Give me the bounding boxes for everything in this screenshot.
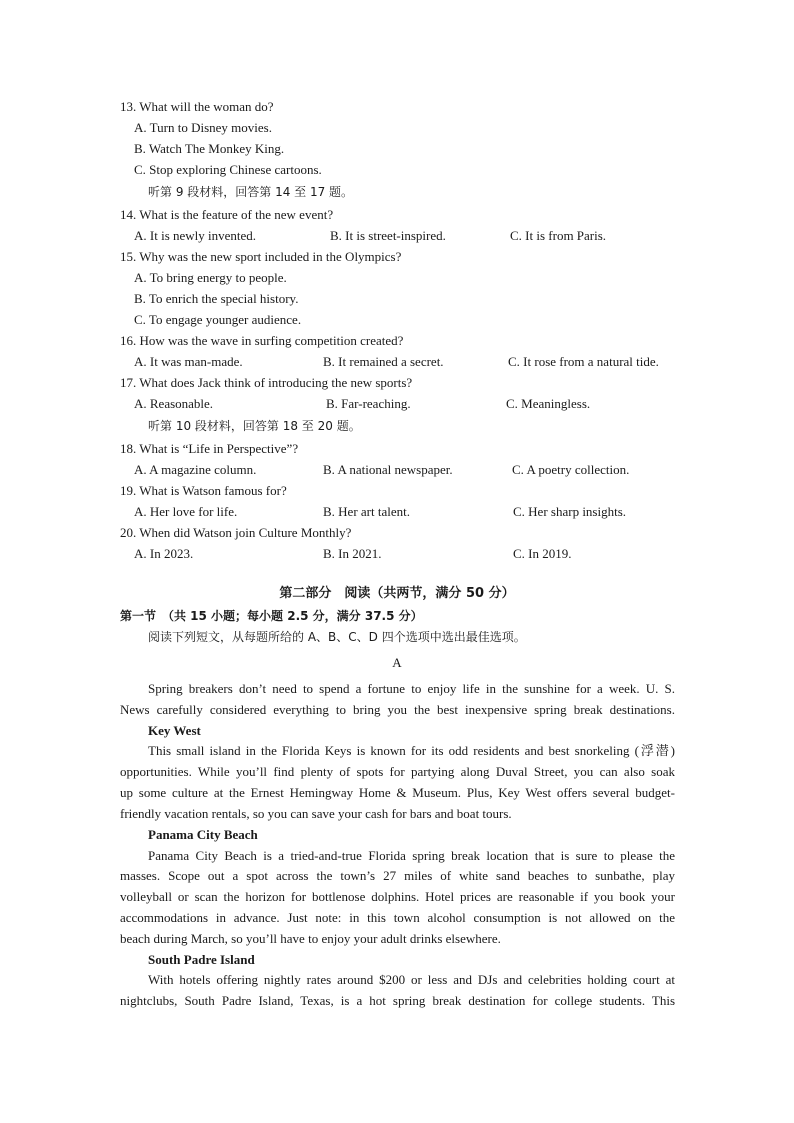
question-14-option-c: C. It is from Paris. bbox=[510, 228, 607, 243]
question-14-stem: 14. What is the feature of the new event? bbox=[120, 207, 334, 222]
panama-line-1: Panama City Beach is a tried-and-true Florida spring break location that is sure to please the bbox=[148, 848, 675, 863]
question-18-option-a: A. A magazine column. bbox=[134, 462, 257, 477]
passage-intro-line-1: Spring breakers don’t need to spend a fortune to enjoy life in the sunshine for a week. U. S. bbox=[148, 681, 675, 696]
key-west-line-1: This small island in the Florida Keys is known for its odd residents and best snorkeling (浮潜) bbox=[148, 743, 675, 758]
key-west-line-2: opportunities. While you’ll find plenty of spots for partying along Duval Street, you can also soak bbox=[120, 764, 675, 779]
question-19-option-a: A. Her love for life. bbox=[134, 504, 238, 519]
question-13-option-c: C. Stop exploring Chinese cartoons. bbox=[134, 162, 322, 177]
south-padre-line-2: nightclubs, South Padre Island, Texas, is a hot spring break destination for college students. This bbox=[120, 993, 675, 1008]
question-16-option-a: A. It was man-made. bbox=[134, 354, 243, 369]
panama-line-3: volleyball or scan the horizon for bottlenose dolphins. Hotel prices are reasonable if you book your bbox=[120, 889, 675, 904]
question-17-option-c: C. Meaningless. bbox=[506, 396, 591, 411]
question-13-option-b: B. Watch The Monkey King. bbox=[134, 141, 285, 156]
part2-title: 第二部分 阅读（共两节，满分 50 分） bbox=[279, 586, 515, 601]
question-17-option-b: B. Far-reaching. bbox=[326, 396, 411, 411]
question-19-option-c: C. Her sharp insights. bbox=[513, 504, 627, 519]
reading-instruction: 阅读下列短文，从每题所给的 A、B、C、D 四个选项中选出最佳选项。 bbox=[148, 630, 526, 644]
question-17-stem: 17. What does Jack think of introducing the new sports? bbox=[120, 375, 413, 390]
question-18-option-c: C. A poetry collection. bbox=[512, 462, 630, 477]
question-18-option-b: B. A national newspaper. bbox=[323, 462, 453, 477]
question-15-stem: 15. Why was the new sport included in the Olympics? bbox=[120, 249, 402, 264]
question-15-option-c: C. To engage younger audience. bbox=[134, 312, 302, 327]
key-west-line-4: friendly vacation rentals, so you can save your cash for bars and boat tours. bbox=[120, 806, 512, 821]
question-20-option-a: A. In 2023. bbox=[134, 546, 194, 561]
listening-note-10: 听第 10 段材料，回答第 18 至 20 题。 bbox=[148, 419, 361, 433]
question-14-option-a: A. It is newly invented. bbox=[134, 228, 257, 243]
question-15-option-a: A. To bring energy to people. bbox=[134, 270, 287, 285]
question-13-stem: 13. What will the woman do? bbox=[120, 99, 274, 114]
question-16-option-c: C. It rose from a natural tide. bbox=[508, 354, 659, 369]
question-20-option-c: C. In 2019. bbox=[513, 546, 572, 561]
key-west-line-3: up some culture at the Ernest Hemingway Home & Museum. Plus, Key West offers several budget- bbox=[120, 785, 675, 800]
question-15-option-b: B. To enrich the special history. bbox=[134, 291, 299, 306]
question-14-option-b: B. It is street-inspired. bbox=[330, 228, 446, 243]
panama-heading: Panama City Beach bbox=[148, 827, 258, 842]
panama-line-5: beach during March, so you’ll have to enjoy your adult drinks elsewhere. bbox=[120, 931, 501, 946]
question-19-option-b: B. Her art talent. bbox=[323, 504, 410, 519]
question-16-option-b: B. It remained a secret. bbox=[323, 354, 444, 369]
key-west-heading: Key West bbox=[148, 723, 201, 738]
passage-intro-line-2: News carefully considered everything to bring you the best inexpensive spring break destinations. bbox=[120, 702, 675, 717]
question-18-stem: 18. What is “Life in Perspective”? bbox=[120, 441, 299, 456]
south-padre-line-1: With hotels offering nightly rates around $200 or less and DJs and celebrities holding court at bbox=[148, 972, 675, 987]
question-20-option-b: B. In 2021. bbox=[323, 546, 382, 561]
question-17-option-a: A. Reasonable. bbox=[134, 396, 214, 411]
question-20-stem: 20. When did Watson join Culture Monthly? bbox=[120, 525, 352, 540]
question-16-stem: 16. How was the wave in surfing competition created? bbox=[120, 333, 404, 348]
question-13-option-a: A. Turn to Disney movies. bbox=[134, 120, 272, 135]
question-19-stem: 19. What is Watson famous for? bbox=[120, 483, 287, 498]
passage-label: A bbox=[392, 655, 402, 670]
panama-line-2: masses. Scope out a spot across the town’s 27 miles of white sand beaches to sunbathe, play bbox=[120, 868, 675, 883]
section1-header: 第一节 （共 15 小题；每小题 2.5 分，满分 37.5 分） bbox=[120, 609, 423, 623]
south-padre-heading: South Padre Island bbox=[148, 952, 255, 967]
listening-note-9: 听第 9 段材料，回答第 14 至 17 题。 bbox=[148, 185, 354, 199]
panama-line-4: accommodations in advance. Just note: in this town alcohol consumption is not allowed on the bbox=[120, 910, 675, 925]
